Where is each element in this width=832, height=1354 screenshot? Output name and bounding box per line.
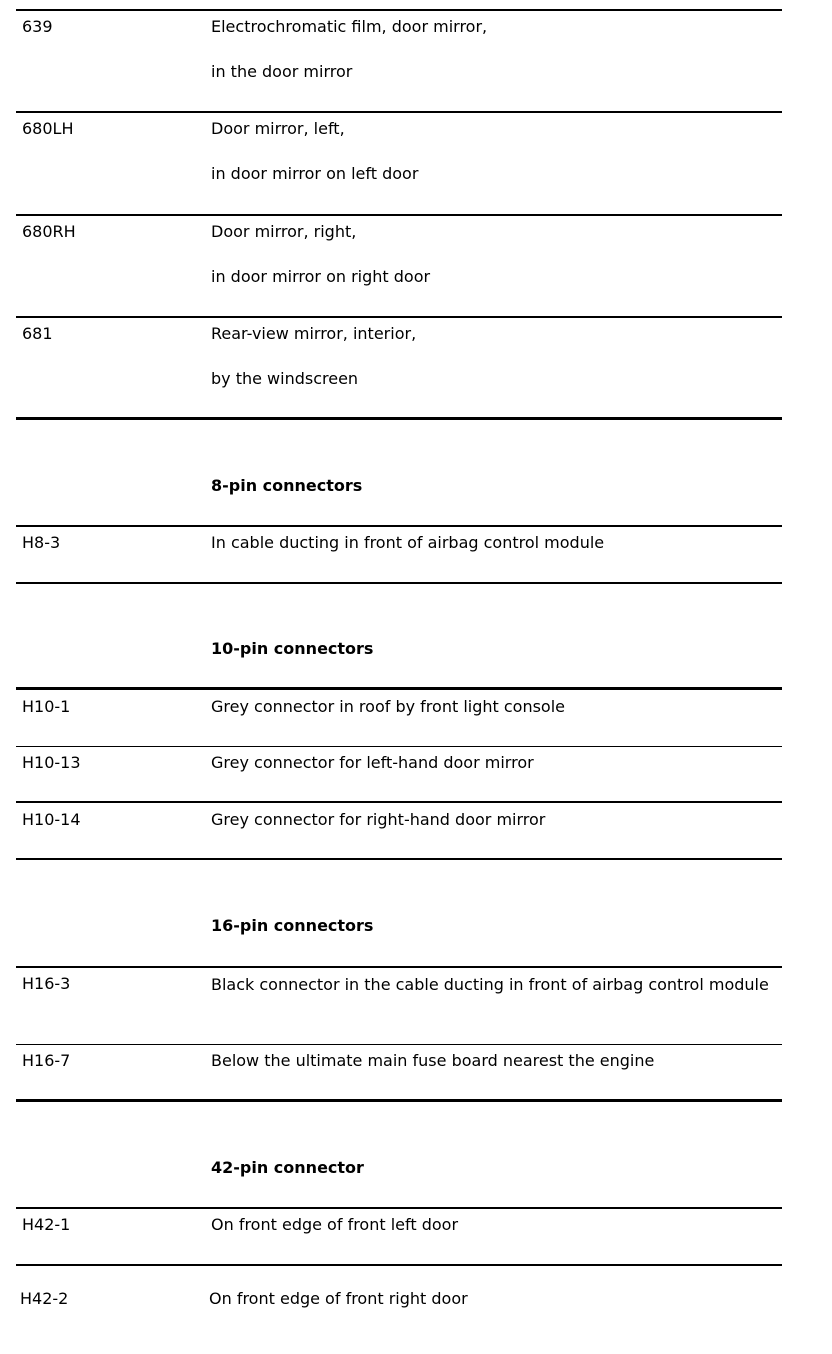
connector-code: H16-3 — [22, 974, 71, 993]
component-location: in the door mirror — [211, 62, 353, 81]
row-divider — [16, 687, 782, 690]
table-bottom-rule — [16, 417, 782, 420]
component-location: in door mirror on right door — [211, 267, 431, 286]
table-bottom-rule — [16, 858, 782, 860]
connector-description: On front edge of front right door — [209, 1289, 468, 1308]
component-code: 681 — [22, 324, 53, 343]
row-divider — [16, 966, 782, 968]
connector-code: H42-2 — [20, 1289, 69, 1308]
connector-description: Black connector in the cable ducting in front of airbag control module — [211, 975, 769, 994]
row-divider — [16, 1207, 782, 1209]
section-heading: 8-pin connectors — [211, 476, 363, 495]
connector-description: In cable ducting in front of airbag control module — [211, 533, 605, 552]
section-heading: 42-pin connector — [211, 1158, 364, 1177]
component-description: Door mirror, right, — [211, 222, 357, 241]
connector-code: H16-7 — [22, 1051, 71, 1070]
row-divider — [16, 525, 782, 527]
connector-description: Grey connector for right-hand door mirror — [211, 810, 546, 829]
component-code: 680RH — [22, 222, 76, 241]
table-bottom-rule — [16, 1099, 782, 1102]
connector-code: H8-3 — [22, 533, 61, 552]
component-description: Electrochromatic film, door mirror, — [211, 17, 488, 36]
component-code: 639 — [22, 17, 53, 36]
component-description: Door mirror, left, — [211, 119, 345, 138]
row-divider — [16, 214, 782, 216]
row-divider — [16, 1044, 782, 1045]
row-divider — [16, 801, 782, 803]
component-location: in door mirror on left door — [211, 164, 419, 183]
row-divider — [16, 316, 782, 318]
component-code: 680LH — [22, 119, 74, 138]
section-heading: 10-pin connectors — [211, 639, 374, 658]
row-divider — [16, 111, 782, 113]
row-divider — [16, 746, 782, 747]
row-divider — [16, 9, 782, 11]
connector-description: On front edge of front left door — [211, 1215, 459, 1234]
connector-code: H10-1 — [22, 697, 71, 716]
section-heading: 16-pin connectors — [211, 916, 374, 935]
connector-description: Below the ultimate main fuse board nearest the engine — [211, 1051, 655, 1070]
component-location: by the windscreen — [211, 369, 359, 388]
row-divider — [16, 1264, 782, 1266]
connector-description: Grey connector for left-hand door mirror — [211, 753, 534, 772]
connector-code: H10-13 — [22, 753, 81, 772]
connector-description: Grey connector in roof by front light console — [211, 697, 565, 716]
table-bottom-rule — [16, 582, 782, 584]
connector-code: H10-14 — [22, 810, 81, 829]
connector-code: H42-1 — [22, 1215, 71, 1234]
component-description: Rear-view mirror, interior, — [211, 324, 417, 343]
